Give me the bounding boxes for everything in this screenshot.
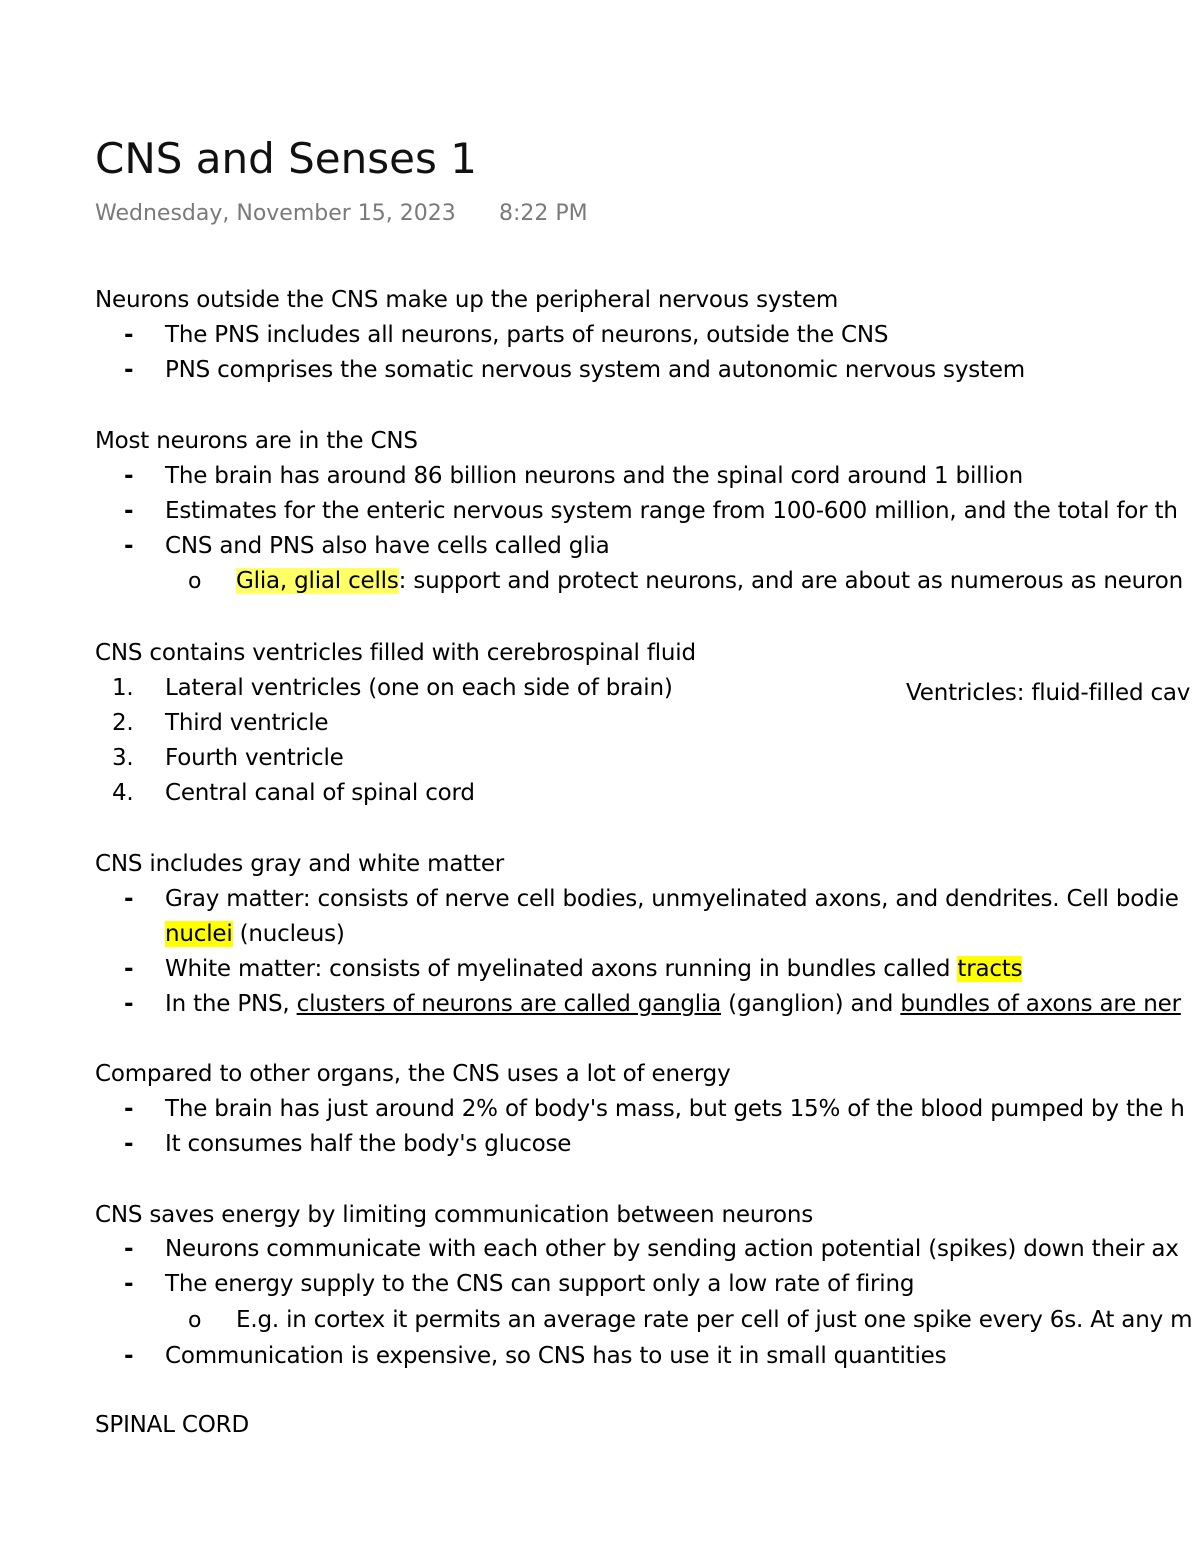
sub-bullet-text: E.g. in cortex it permits an average rate per cell of just one spike every 6s. At any m [236,1307,1193,1333]
underlined-phrase: clusters of neurons are called ganglia [296,991,722,1017]
bullet-dash: - [124,1271,134,1297]
section-heading: CNS contains ventricles filled with cerebrospinal fluid [95,640,696,666]
bullet-text [165,989,1181,1019]
bullet-text: Gray matter: consists of nerve cell bodies, unmyelinated axons, and dendrites. Cell bodie [165,886,1179,912]
sub-bullet-marker: o [188,569,202,594]
list-item: Central canal of spinal cord [165,780,475,806]
bullet-text: PNS comprises the somatic nervous system and autonomic nervous system [165,357,1025,383]
bullet-dash: - [124,357,134,383]
bullet-dash: - [124,886,134,912]
list-number: 4. [112,780,134,806]
note-date: Wednesday, November 15, 2023 [95,201,456,226]
bullet-lead: In the PNS, [165,991,297,1017]
bullet-middle: (ganglion) and [721,991,901,1017]
list-number: 2. [112,710,134,736]
sub-bullet-text [236,566,1183,596]
side-note: Ventricles: fluid-filled cav [906,680,1191,706]
section-heading: Most neurons are in the CNS [95,428,418,454]
sub-bullet-marker: o [188,1308,202,1333]
bullet-text [165,954,1022,984]
bullet-text: It consumes half the body's glucose [165,1131,572,1157]
highlighted-term: nuclei [165,921,233,947]
bullet-dash: - [124,498,134,524]
bullet-dash: - [124,991,134,1017]
bullet-text: Neurons communicate with each other by sending action potential (spikes) down their ax [165,1236,1179,1262]
section-heading: CNS saves energy by limiting communication between neurons [95,1202,813,1228]
bullet-dash: - [124,463,134,489]
list-item: Lateral ventricles (one on each side of brain) [165,675,673,701]
bullet-text: The PNS includes all neurons, parts of neurons, outside the CNS [165,322,889,348]
list-number: 3. [112,745,134,771]
bullet-dash: - [124,1096,134,1122]
bullet-dash: - [124,1131,134,1157]
bullet-text: The energy supply to the CNS can support only a low rate of firing [165,1271,915,1297]
note-time: 8:22 PM [499,201,588,226]
bullet-dash: - [124,1343,134,1369]
bullet-dash: - [124,533,134,559]
highlighted-term: Glia, glial cells [236,568,399,594]
bullet-text: Estimates for the enteric nervous system range from 100-600 million, and the total for th [165,498,1178,524]
bullet-lead: White matter: consists of myelinated axons running in bundles called [165,956,958,982]
bullet-continuation [165,919,345,949]
section-heading: SPINAL CORD [95,1412,249,1438]
bullet-rest: (nucleus) [232,921,345,947]
list-number: 1. [112,675,134,701]
highlighted-term: tracts [957,956,1023,982]
bullet-text: The brain has around 86 billion neurons and the spinal cord around 1 billion [165,463,1023,489]
bullet-dash: - [124,322,134,348]
list-item: Fourth ventricle [165,745,344,771]
section-heading: Neurons outside the CNS make up the peripheral nervous system [95,287,839,313]
bullet-dash: - [124,956,134,982]
sub-bullet-rest: : support and protect neurons, and are about as numerous as neuron [398,568,1184,594]
bullet-dash: - [124,1236,134,1262]
underlined-phrase: bundles of axons are ner [900,991,1181,1017]
bullet-text: The brain has just around 2% of body's mass, but gets 15% of the blood pumped by the h [165,1096,1185,1122]
bullet-text: Communication is expensive, so CNS has to use it in small quantities [165,1343,947,1369]
section-heading: CNS includes gray and white matter [95,851,505,877]
list-item: Third ventricle [165,710,329,736]
bullet-text: CNS and PNS also have cells called glia [165,533,610,559]
section-heading: Compared to other organs, the CNS uses a lot of energy [95,1061,731,1087]
page-title: CNS and Senses 1 [95,134,477,183]
